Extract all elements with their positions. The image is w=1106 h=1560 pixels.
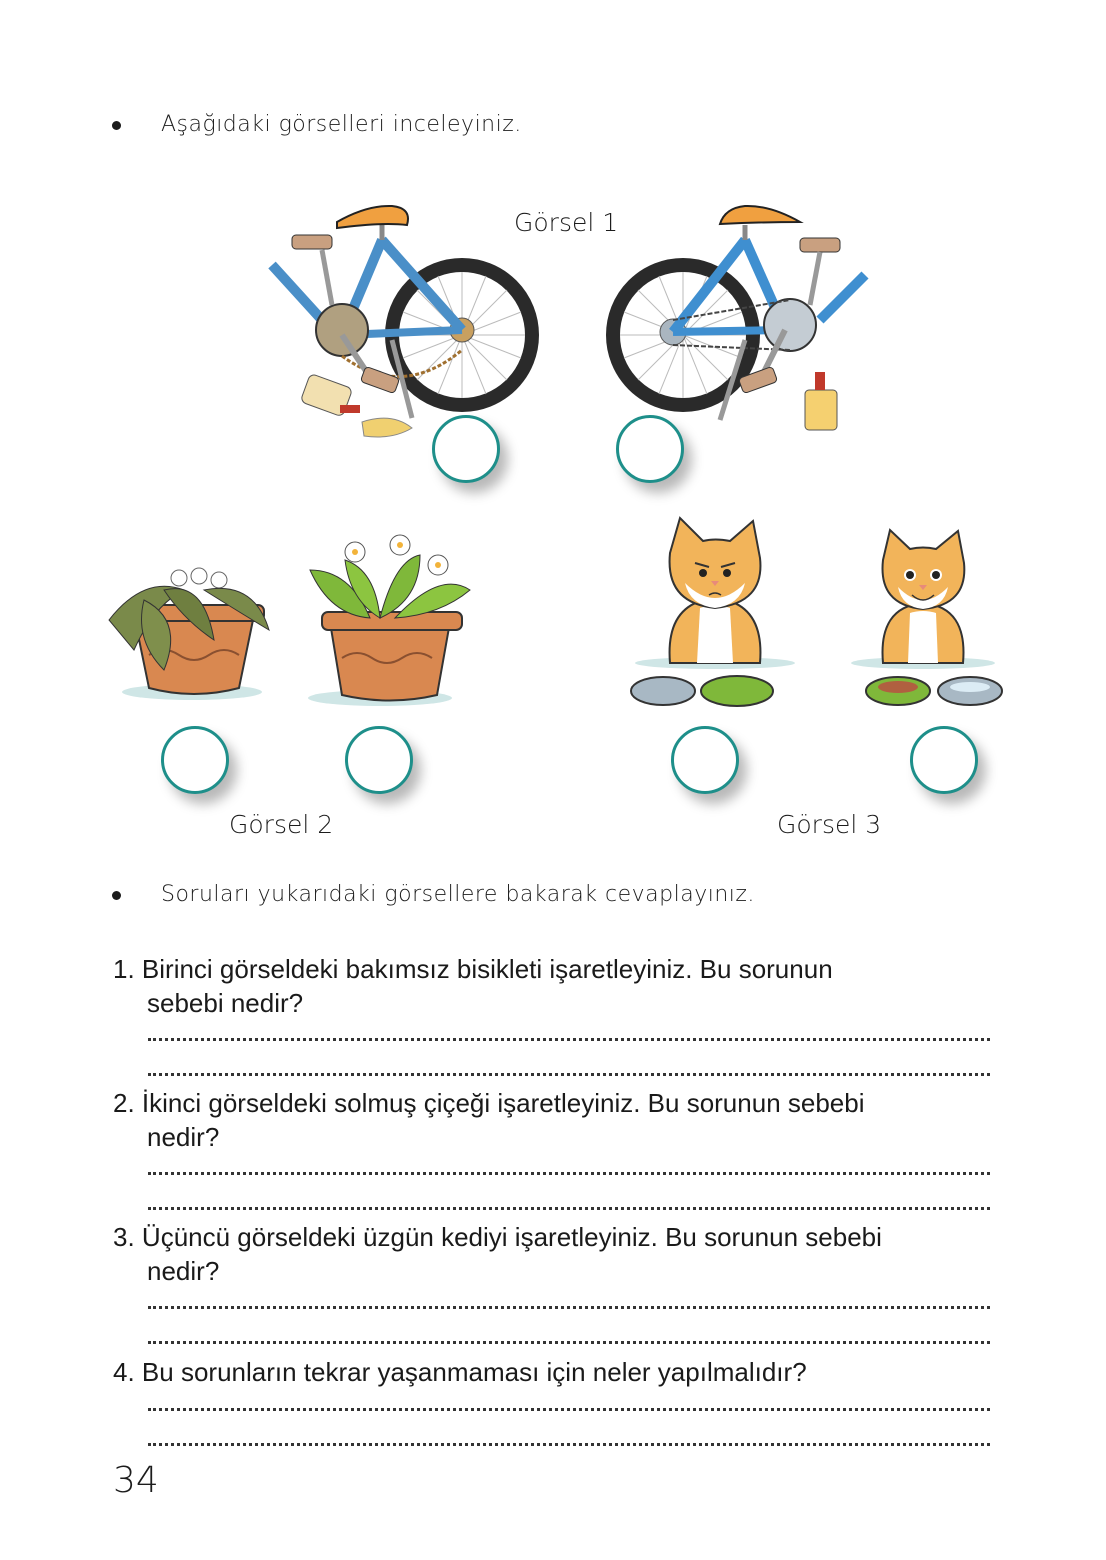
- instruction-text: Aşağıdaki görselleri inceleyiniz.: [161, 112, 522, 137]
- question-number: 1.: [113, 954, 135, 984]
- answer-line-4a[interactable]: [148, 1408, 990, 1411]
- question-1: [113, 952, 993, 1020]
- question-text-continued: nedir?: [147, 1122, 220, 1152]
- question-2: [113, 1086, 993, 1154]
- instruction-answer-questions: [112, 882, 755, 907]
- instruction-examine-images: [112, 112, 522, 137]
- answer-line-1b[interactable]: [148, 1073, 990, 1076]
- answer-line-3b[interactable]: [148, 1341, 990, 1344]
- answer-line-2a[interactable]: [148, 1172, 990, 1175]
- question-text: İkinci görseldeki solmuş çiçeği işaretleyiniz. Bu sorunun sebebi: [141, 1088, 865, 1118]
- figure-1-label: Görsel 1: [514, 208, 619, 237]
- question-number: 2.: [113, 1088, 135, 1118]
- question-number: 4.: [113, 1357, 135, 1387]
- wilted-flower-pot-illustration: [104, 560, 274, 710]
- sad-cat-illustration: [625, 513, 800, 718]
- question-3: [113, 1220, 993, 1288]
- mark-wilted-flower-circle[interactable]: [161, 726, 229, 794]
- mark-healthy-flower-circle[interactable]: [345, 726, 413, 794]
- answer-line-1a[interactable]: [148, 1038, 990, 1041]
- neglected-bicycle-illustration: [262, 200, 552, 445]
- figure-3-label: Görsel 3: [777, 810, 882, 839]
- instruction-text: Soruları yukarıdaki görsellere bakarak cevaplayınız.: [161, 882, 755, 907]
- figure-2-label: Görsel 2: [229, 810, 334, 839]
- question-text: Birinci görseldeki bakımsız bisikleti işaretleyiniz. Bu sorunun: [141, 954, 833, 984]
- answer-line-4b[interactable]: [148, 1443, 990, 1446]
- answer-line-3a[interactable]: [148, 1306, 990, 1309]
- question-number: 3.: [113, 1222, 135, 1252]
- maintained-bicycle-illustration: [595, 200, 885, 445]
- mark-neglected-bicycle-circle[interactable]: [432, 415, 500, 483]
- happy-cat-illustration: [848, 525, 1008, 715]
- bullet-icon: [112, 891, 121, 900]
- mark-happy-cat-circle[interactable]: [910, 726, 978, 794]
- bullet-icon: [112, 121, 121, 130]
- page-number: 34: [113, 1460, 159, 1501]
- mark-maintained-bicycle-circle[interactable]: [616, 415, 684, 483]
- question-text: Bu sorunların tekrar yaşanmaması için neler yapılmalıdır?: [141, 1357, 807, 1387]
- question-text: Üçüncü görseldeki üzgün kediyi işaretleyiniz. Bu sorunun sebebi: [141, 1222, 882, 1252]
- question-4: [113, 1355, 993, 1389]
- question-text-continued: nedir?: [147, 1256, 220, 1286]
- healthy-flower-pot-illustration: [300, 530, 475, 710]
- answer-line-2b[interactable]: [148, 1207, 990, 1210]
- question-text-continued: sebebi nedir?: [147, 988, 304, 1018]
- mark-sad-cat-circle[interactable]: [671, 726, 739, 794]
